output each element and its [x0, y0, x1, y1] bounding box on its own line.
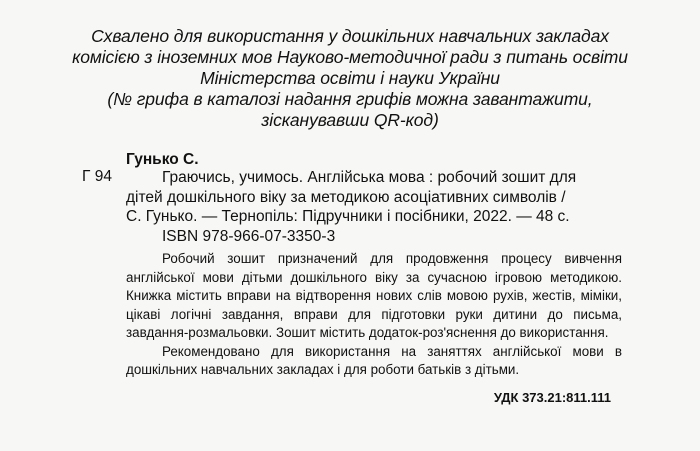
approval-line: зісканувавши QR-код)	[261, 110, 439, 130]
biblio-line: дітей дошкільного віку за методикою асоціативних символів /	[126, 188, 566, 206]
author-name: Гунько С.	[126, 151, 199, 168]
approval-line: Схвалено для використання у дошкільних навчальних закладах	[91, 26, 609, 46]
book-summary	[126, 250, 622, 380]
bibliographic-description	[126, 168, 636, 246]
biblio-line: С. Гунько. — Тернопіль: Підручники і посібники, 2022. — 48 с.	[126, 208, 570, 225]
isbn: ISBN 978-966-07-3350-3	[162, 227, 336, 245]
approval-notice	[40, 26, 660, 131]
summary-paragraph: Робочий зошит призначений для продовження процесу вивчення англійської мови дітьми дошкільного віку за сучасною ігровою методикою. Книжка містить вправи на відтворення нових слів мовою рухів, жестів, міміки, цікаві логічні завдання, вправи для підготовки руки дитини до письма, завдання-розмальовки. Зошит містить додаток-роз'яснення до використання.	[126, 251, 622, 340]
summary-paragraph: Рекомендовано для використання на заняттях англійської мови в дошкільних навчальних закладах і для роботи батьків з дітьми.	[126, 343, 622, 377]
approval-line: комісією з іноземних мов Науково-методичної ради з питань освіти	[72, 47, 628, 67]
udk-code: УДК 373.21:811.111	[493, 390, 611, 405]
biblio-line: Граючись, учимось. Англійська мова : робочий зошит для	[162, 169, 577, 186]
approval-line: Міністерства освіти і науки України	[200, 68, 500, 88]
library-code: Г 94	[82, 168, 112, 185]
approval-line: (№ грифа в каталозі надання грифів можна завантажити,	[107, 89, 593, 109]
